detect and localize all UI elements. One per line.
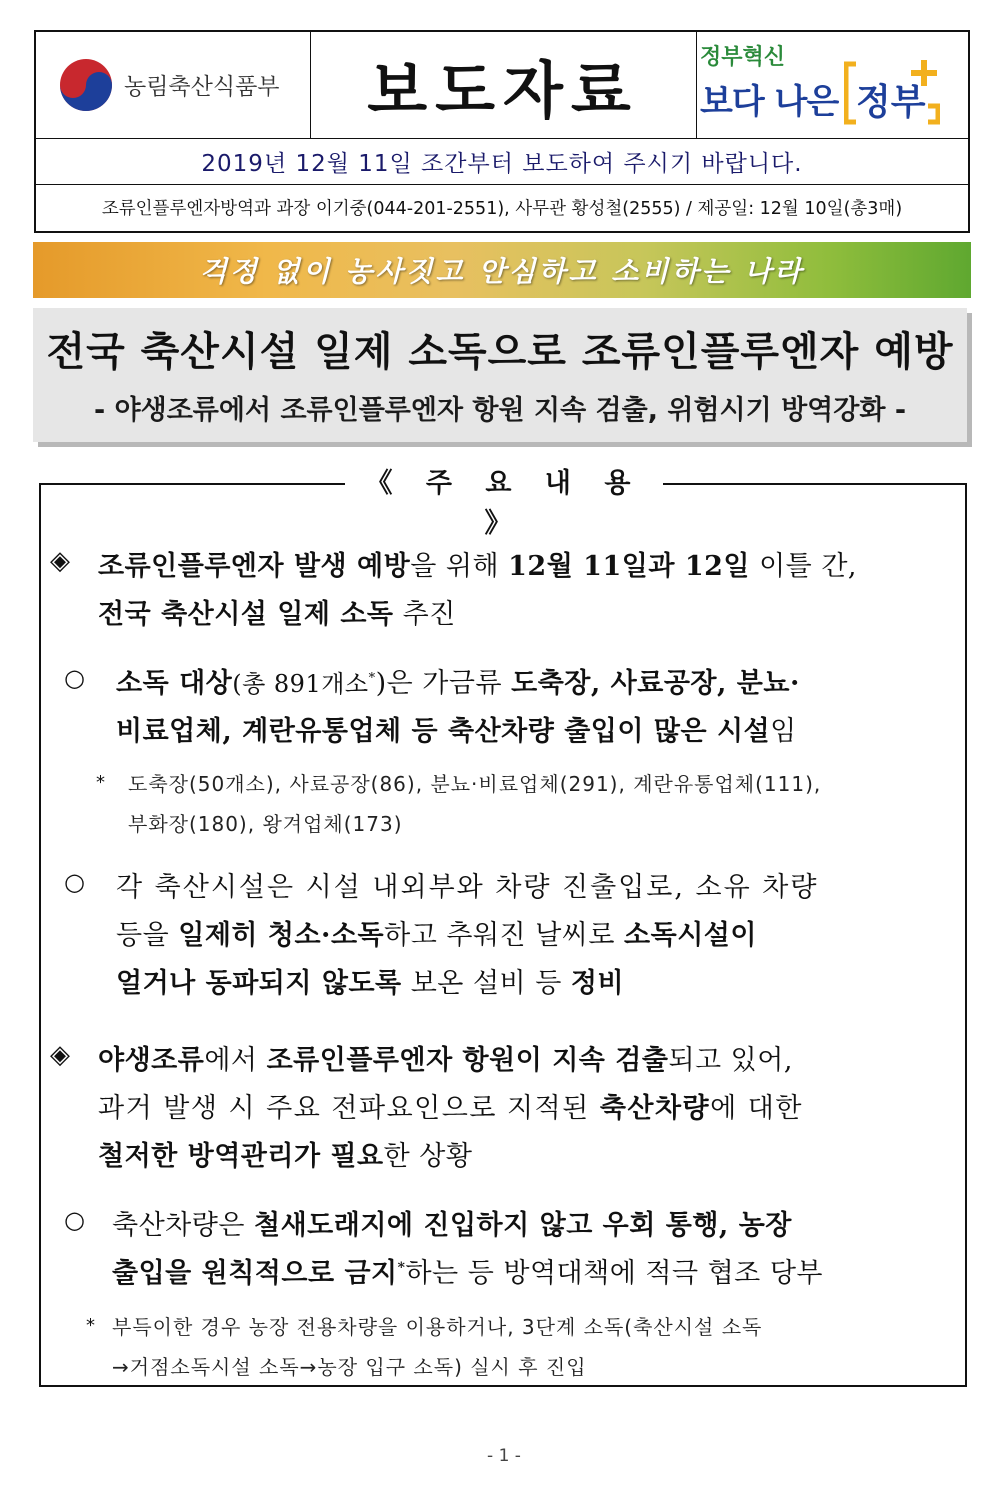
- page-number: - 1 -: [487, 1446, 521, 1466]
- summary-title: 《 주 요 내 용 》: [345, 464, 663, 504]
- circle-bullet-icon: ○: [64, 1206, 85, 1234]
- bullet1-line1: [98, 544, 857, 583]
- contact-info: 조류인플루엔자방역과 과장 이기중(044-201-2551), 사무관 황성철(2555) / 제공일: 12월 10일(총3매): [101, 199, 903, 219]
- headline-subtitle: - 야생조류에서 조류인플루엔자 항원 지속 검출, 위험시기 방역강화 -: [93, 395, 907, 426]
- sub3-text1: 축산차량은: [112, 1210, 254, 1241]
- doc-type-title: 보도자료: [310, 32, 697, 138]
- bullet1-text1: 을 위해: [410, 551, 509, 582]
- bullet2-text5: 한 상황: [383, 1141, 473, 1172]
- diamond-bullet-icon: ◈: [50, 1040, 70, 1070]
- bullet2-emph4: 철저한 방역관리가 필요: [98, 1141, 384, 1172]
- sub2-line1: 각 축산시설은 시설 내외부와 차량 진출입로, 소유 차량: [116, 872, 819, 903]
- bullet2-line1: [98, 1038, 793, 1077]
- bullet2-line3: [98, 1134, 472, 1173]
- sub1-line1: [116, 661, 800, 700]
- sub3-line1: [112, 1203, 792, 1242]
- circle-bullet-icon: ○: [64, 664, 85, 692]
- sub3-footnote-mark: *: [397, 1260, 406, 1276]
- note1-mark: *: [96, 772, 105, 793]
- sub1-emph2: 도축장, 사료공장, 분뇨·: [511, 668, 800, 699]
- diamond-bullet-icon: ◈: [50, 546, 70, 576]
- sub1-footnote-mark: *: [368, 671, 376, 686]
- sub1-text3: 임: [770, 716, 797, 747]
- gov-jeongbu-label: 정부: [856, 82, 926, 123]
- sub2-emph3: 얼거나 동파되지 않도록: [116, 968, 402, 999]
- sub2-line3: [116, 961, 624, 1000]
- bullet1-emph2: 12월 11일과 12일: [508, 551, 750, 582]
- gov-innovation-logo: [696, 32, 968, 138]
- sub1-emph1: 소독 대상: [116, 668, 233, 699]
- ministry-name: 농림축산식품부: [124, 74, 280, 100]
- sub1-emph3: 비료업체, 계란유통업체 등 축산차량 출입이 많은 시설: [116, 716, 771, 747]
- sub1-text2: )은 가금류: [375, 668, 512, 699]
- bullet1-emph3: 전국 축산시설 일제 소독: [98, 599, 394, 630]
- sub2-text3: 보온 설비 등: [401, 968, 571, 999]
- circle-bullet-icon: ○: [64, 868, 85, 896]
- sub2-line2: [116, 913, 757, 952]
- bullet1-line2: [98, 592, 456, 631]
- headline-box: [33, 308, 967, 442]
- sub3-line2: [112, 1251, 823, 1290]
- sub2-text2: 하고 추워진 날씨로: [384, 920, 625, 951]
- sub2-text1: 등을: [116, 920, 179, 951]
- slogan-banner: [33, 242, 971, 298]
- bullet2-text4: 에 대한: [710, 1093, 803, 1124]
- note1-line1: 도축장(50개소), 사료공장(86), 분뇨·비료업체(291), 계란유통업체(111),: [128, 772, 822, 796]
- bullet2-emph1: 야생조류: [98, 1045, 205, 1076]
- sub2-emph2: 소독시설이: [624, 920, 757, 951]
- headline-title: 전국 축산시설 일제 소독으로 조류인플루엔자 예방: [46, 329, 954, 375]
- header-top-row: [36, 32, 968, 139]
- taegeuk-logo-icon: [58, 57, 114, 113]
- sub3-text2: 하는 등 방역대책에 적극 협조 당부: [405, 1258, 824, 1289]
- slogan-text: 걱정 없이 농사짓고 안심하고 소비하는 나라: [199, 255, 805, 288]
- press-release-header: [34, 30, 970, 233]
- sub2-emph1: 일제히 청소·소독: [178, 920, 385, 951]
- embargo-notice: 2019년 12월 11일 조간부터 보도하여 주시기 바랍니다.: [36, 138, 968, 185]
- sub2-emph4: 정비: [570, 968, 625, 999]
- bullet2-emph3: 축산차량: [599, 1093, 711, 1124]
- sub3-emph2: 출입을 원칙적으로 금지: [112, 1258, 398, 1289]
- sub3-emph1: 철새도래지에 진입하지 않고 우회 통행, 농장: [254, 1210, 792, 1241]
- note2-line2: →거점소독시설 소독→농장 입구 소독) 실시 후 진입: [112, 1355, 587, 1379]
- bullet1-text2: 이틀 간,: [749, 551, 857, 582]
- note2-line1: 부득이한 경우 농장 전용차량을 이용하거나, 3단계 소독(축산시설 소독: [112, 1315, 763, 1339]
- bullet2-text1: 에서: [204, 1045, 267, 1076]
- sub1-line2: [116, 709, 797, 748]
- bullet2-emph2: 조류인플루엔자 항원이 지속 검출: [266, 1045, 669, 1076]
- bullet2-text3: 과거 발생 시 주요 전파요인으로 지적된: [98, 1093, 600, 1124]
- gov-better-label: 보다 나은: [700, 82, 839, 122]
- note2-mark: *: [86, 1315, 95, 1336]
- bullet1-text3: 추진: [393, 599, 456, 630]
- bullet1-emph1: 조류인플루엔자 발생 예방: [98, 551, 411, 582]
- bullet2-text2: 되고 있어,: [668, 1045, 793, 1076]
- sub1-text1: (총 891개소: [232, 670, 369, 698]
- ministry-logo-cell: [36, 32, 311, 138]
- note1-line2: 부화장(180), 왕겨업체(173): [128, 812, 403, 836]
- gov-innovation-label: 정부혁신: [700, 45, 786, 70]
- bullet2-line2: [98, 1086, 803, 1125]
